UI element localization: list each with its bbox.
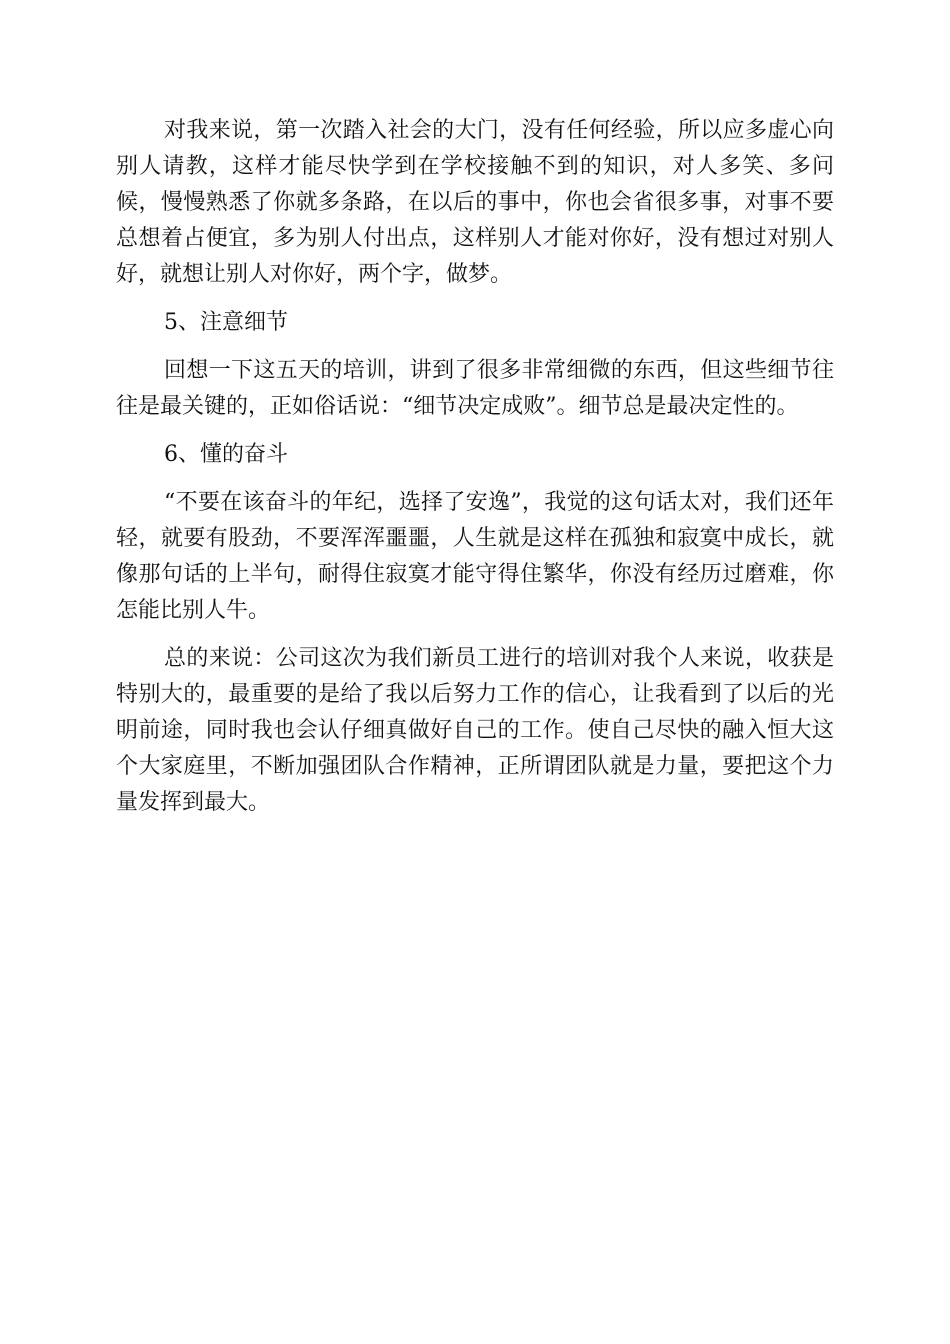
section-heading-details: 5、注意细节	[164, 310, 288, 335]
document-page	[116, 113, 834, 833]
paragraph-details: 回想一下这五天的培训，讲到了很多非常细微的东西，但这些细节往往是最关键的，正如俗话说：“细节决定成败”。细节总是最决定性的。	[116, 358, 834, 419]
paragraph-experience: 对我来说，第一次踏入社会的大门，没有任何经验，所以应多虚心向别人请教，这样才能尽快学到在学校接触不到的知识，对人多笑、多问候，慢慢熟悉了你就多条路，在以后的事中，你也会省很多事，对事不要总想着占便宜，多为别人付出点，这样别人才能对你好，没有想过对别人好，就想让别人对你好，两个字，做梦。	[116, 118, 834, 287]
section-heading-strive: 6、懂的奋斗	[164, 442, 288, 467]
paragraph-strive: “不要在该奋斗的年纪，选择了安逸”，我觉的这句话太对，我们还年轻，就要有股劲，不要浑浑噩噩，人生就是这样在孤独和寂寞中成长，就像那句话的上半句，耐得住寂寞才能守得住繁华，你没有经历过磨难，你怎能比别人牛。	[116, 490, 834, 623]
paragraph-summary: 总的来说：公司这次为我们新员工进行的培训对我个人来说，收获是特别大的，最重要的是给了我以后努力工作的信心，让我看到了以后的光明前途，同时我也会认仔细真做好自己的工作。使自己尽快的融入恒大这个大家庭里，不断加强团队合作精神，正所谓团队就是力量，要把这个力量发挥到最大。	[116, 646, 834, 815]
